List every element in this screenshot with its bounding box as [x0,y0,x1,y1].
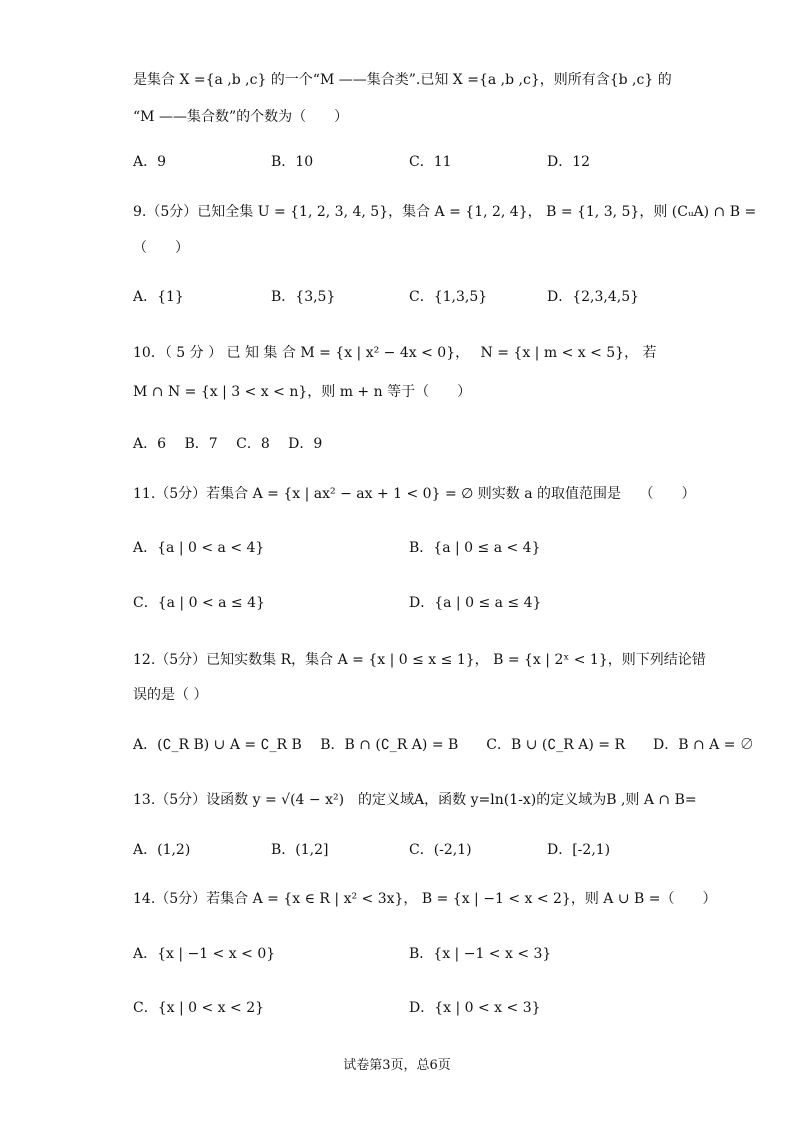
q13-line1: 13.（5分）设函数 y = √(4 − x²) 的定义域A，函数 y=ln(1-x)的定义域为B ,则 A ∩ B= [133,792,697,808]
q10-line2: M ∩ N = {x | 3 < x < n}，则 m + n 等于（ ） [133,384,472,400]
q11-option-d: D．{a | 0 ≤ a ≤ 4} [409,595,542,611]
q14-option-b: B．{x | −1 < x < 3} [409,946,552,962]
q8-option-c: C．11 [409,154,452,170]
q11-option-c: C．{a | 0 < a ≤ 4} [133,595,265,611]
q9-line1: 9.（5分）已知全集 U = {1, 2, 3, 4, 5}，集合 A = {1, 2, 4}， B = {1, 3, 5}，则 (CᵤA) ∩ B = [133,204,757,220]
q9-line2: （ ） [133,240,189,256]
q8-line2: “M ——集合数”的个数为（ ） [133,109,349,125]
q14-option-a: A．{x | −1 < x < 0} [133,946,276,962]
q11-option-a: A．{a | 0 < a < 4} [133,540,265,556]
q14-line1: 14.（5分）若集合 A = {x ∈ R | x² < 3x}， B = {x | −1 < x < 2}，则 A ∪ B =（ ） [133,891,717,907]
q8-option-a: A．9 [133,154,167,170]
q9-option-b: B．{3,5} [271,289,336,305]
q13-option-c: C．(-2,1) [409,842,472,858]
q10-options: A．6 B．7 C．8 D．9 [133,436,323,452]
q8-line1: 是集合 X ={a ,b ,c} 的一个“M ——集合类”.已知 X ={a ,b ,c}，则所有含{b ,c} 的 [133,72,672,88]
q11-line1: 11.（5分）若集合 A = {x | ax² − ax + 1 < 0} = ∅ 则实数 a 的取值范围是 （ ） [133,486,696,502]
q9-option-d: D．{2,3,4,5} [547,289,640,305]
q13-option-d: D．[-2,1) [547,842,611,858]
q13-option-a: A．(1,2) [133,842,191,858]
q11-option-b: B．{a | 0 ≤ a < 4} [409,540,541,556]
q8-option-d: D．12 [547,154,591,170]
q12-options: A．(∁_R B) ∪ A = ∁_R B B．B ∩ (∁_R A) = B C．B ∪ (∁_R A) = R D．B ∩ A = ∅ [133,737,754,753]
q14-option-c: C．{x | 0 < x < 2} [133,1000,265,1016]
q12-line2: 误的是（ ） [133,687,208,703]
q8-option-b: B．10 [271,154,314,170]
q10-line1: 10．（ 5 分 ） 已 知 集 合 M = {x | x² − 4x < 0}， N = {x | m < x < 5}， 若 [133,345,657,361]
q12-line1: 12.（5分）已知实数集 R，集合 A = {x | 0 ≤ x ≤ 1}， B = {x | 2ˣ < 1}，则下列结论错 [133,652,706,668]
q9-option-a: A．{1} [133,289,184,305]
q13-option-b: B．(1,2] [271,842,329,858]
q14-option-d: D．{x | 0 < x < 3} [409,1000,541,1016]
q9-option-c: C．{1,3,5} [409,289,488,305]
page-footer: 试卷第3页，总6页 [343,1058,451,1073]
